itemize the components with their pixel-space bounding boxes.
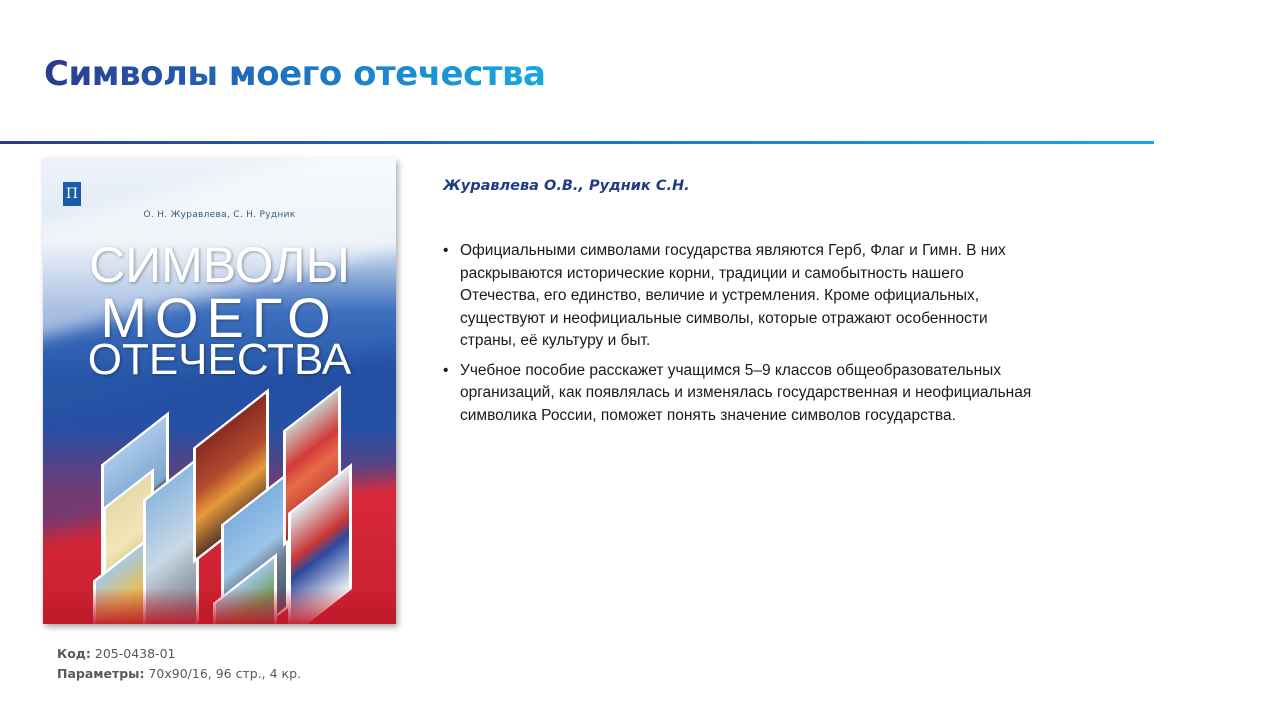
book-meta: [57, 644, 301, 684]
cover-title-line-3: ОТЕЧЕСТВА: [87, 335, 352, 384]
publisher-logo-icon: П: [63, 182, 81, 206]
cover-title-line-1: СИМВОЛЫ: [89, 237, 350, 293]
book-authors: Журавлева О.В., Рудник С.Н.: [443, 178, 690, 194]
book-params: [57, 664, 301, 684]
cover-title-line-2: МОЕГО: [100, 286, 339, 349]
slide-title: Символы моего отечества: [44, 54, 546, 94]
book-cover: [43, 158, 396, 624]
description-bullet: • Официальными символами государства являются Герб, Флаг и Гимн. В них раскрываются исторические корни, традиции и самобытность нашего Отечества, его единство, величие и устремления. Кроме официальных, существуют и неофициальные символы, которые отражают особенности страны, её культуру и быт.: [443, 240, 1043, 353]
description-list: [443, 240, 1043, 434]
book-params-label: Параметры:: [57, 666, 145, 681]
book-code-value: 205-0438-01: [90, 646, 176, 661]
book-code: [57, 644, 301, 664]
title-divider: [0, 141, 1154, 144]
description-bullet: • Учебное пособие расскажет учащимся 5–9 классов общеобразовательных организаций, как появлялась и изменялась государственная и неофициальная символика России, поможет понять значение символов государства.: [443, 360, 1043, 428]
book-params-value: 70х90/16, 96 стр., 4 кр.: [144, 666, 302, 681]
cover-authors: О. Н. Журавлева, С. Н. Рудник: [143, 210, 296, 220]
book-code-label: Код:: [57, 646, 91, 661]
